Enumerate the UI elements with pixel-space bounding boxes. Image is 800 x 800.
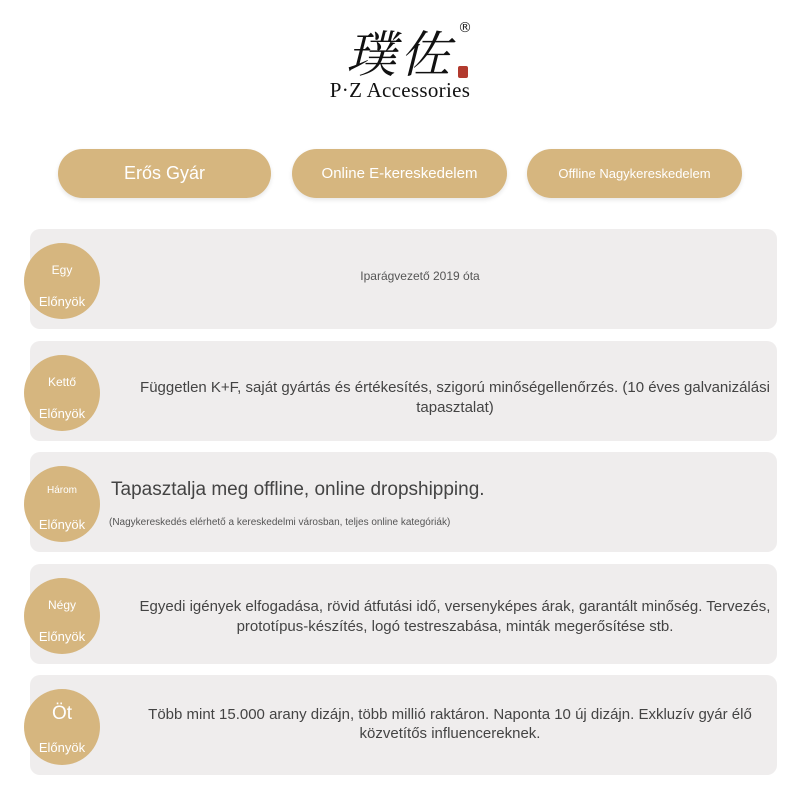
badge-number: Kettő — [47, 375, 77, 389]
badge-label: Előnyök — [38, 294, 86, 309]
badge-number: Három — [46, 485, 77, 496]
brand-name: P·Z Accessories — [329, 78, 471, 102]
advantage-badge-3 — [24, 466, 100, 542]
badge-label: Előnyök — [38, 517, 86, 532]
advantage-badge-5 — [24, 689, 100, 765]
advantage-badge-2 — [24, 355, 100, 431]
badge-number: Öt — [51, 703, 73, 724]
badge-number: Négy — [47, 598, 76, 612]
badge-label: Előnyök — [38, 406, 86, 421]
advantage-text-4: Egyedi igények elfogadása, rövid átfutási idő, versenyképes árak, garantált minőség. Tervezés, prototípus-készítés, logó testreszabása, minták megerősítése stb. — [139, 598, 771, 635]
logo-calligraphy: 璞佐 — [346, 26, 454, 84]
registered-mark: ® — [458, 20, 472, 36]
advantage-text-3: Tapasztalja meg offline, online dropshipping. — [111, 479, 485, 500]
tab-online-ecommerce[interactable]: Online E-kereskedelem — [292, 149, 507, 198]
advantage-card-3 — [30, 452, 777, 552]
badge-label: Előnyök — [38, 740, 86, 755]
badge-label: Előnyök — [38, 629, 86, 644]
advantage-badge-4 — [24, 578, 100, 654]
tab-offline-wholesale[interactable]: Offline Nagykereskedelem — [527, 149, 742, 198]
seal-stamp-icon — [458, 66, 468, 78]
advantage-text-5: Több mint 15.000 arany dizájn, több millió raktáron. Naponta 10 új dizájn. Exkluzív gyár élő közvetítős influencereknek. — [148, 706, 752, 742]
advantage-subtext-3: (Nagykereskedés elérhető a kereskedelmi városban, teljes online kategóriák) — [109, 517, 451, 528]
advantage-text-2: Független K+F, saját gyártás és értékesítés, szigorú minőségellenőrzés. (10 éves galvanizálási tapasztalat) — [140, 379, 770, 416]
advantage-badge-1 — [24, 243, 100, 319]
tab-strong-factory[interactable]: Erős Gyár — [58, 149, 271, 198]
badge-number: Egy — [51, 263, 73, 277]
advantage-text-1: Iparágvezető 2019 óta — [360, 269, 480, 283]
